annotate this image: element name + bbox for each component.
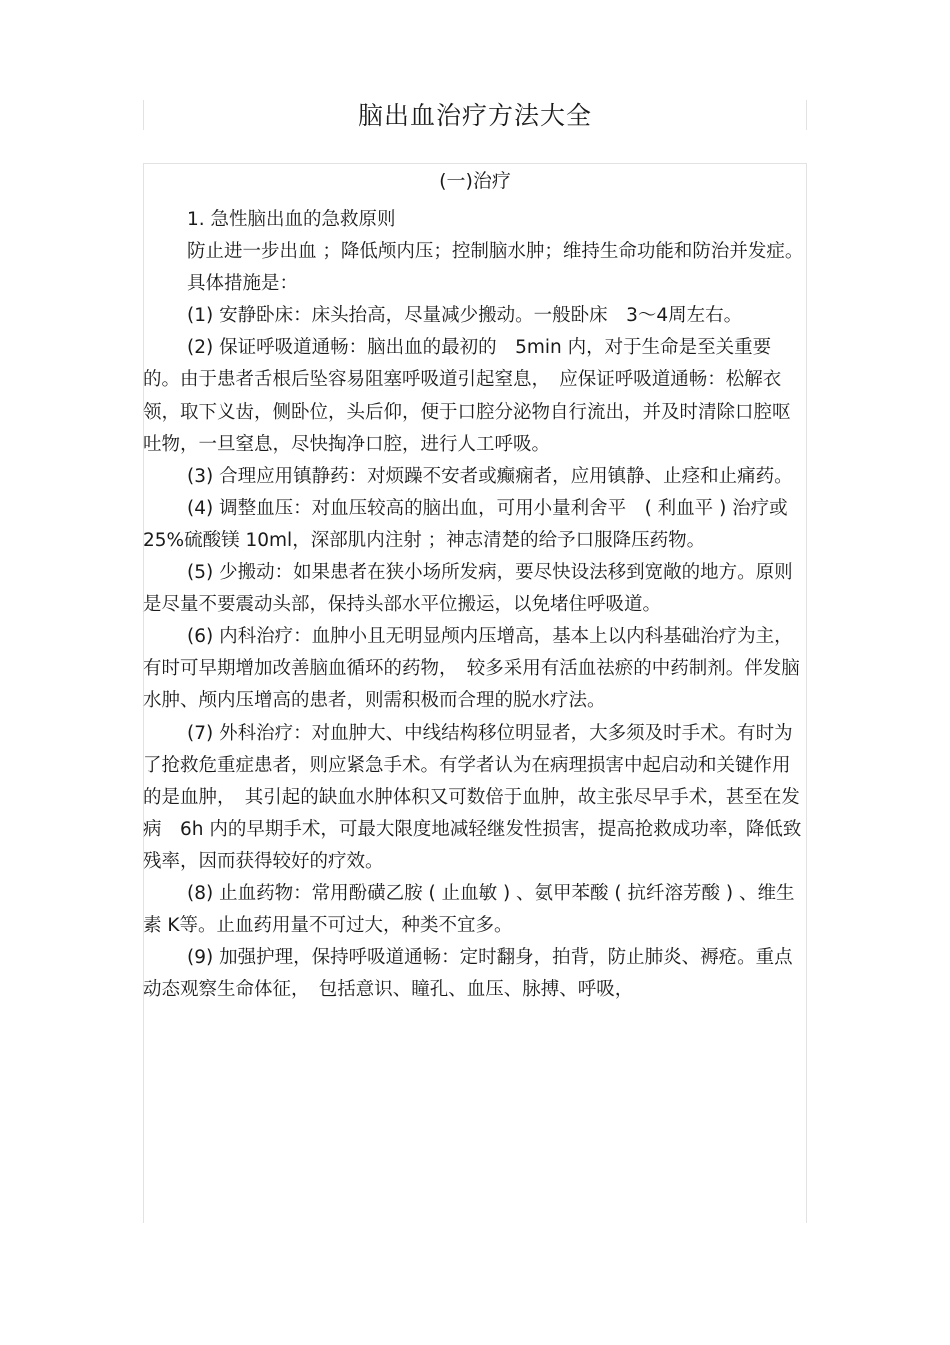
section-heading: (一)治疗 — [439, 170, 511, 192]
paragraph: (6) 内科治疗：血肿小且无明显颅内压增高，基本上以内科基础治疗为主，有时可早期增加改善脑血循环的药物， 较多采用有活血祛瘀的中药制剂。伴发脑水肿、颅内压增高的患者，则需积极而合理的脱水疗法。 — [143, 626, 800, 712]
paragraph: 1. 急性脑出血的急救原则 — [187, 209, 396, 230]
paragraph: (2) 保证呼吸道通畅：脑出血的最初的 5min 内，对于生命是至关重要的。由于患者舌根后坠容易阻塞呼吸道引起窒息， 应保证呼吸道通畅：松解衣领，取下义齿，侧卧位，头后仰，便于口腔分泌物自行流出，并及时清除口腔呕吐物，一旦窒息，尽快掏净口腔，进行人工呼吸。 — [143, 337, 791, 455]
paragraph: (1) 安静卧床：床头抬高，尽量减少搬动。一般卧床 3～4周左右。 — [187, 305, 743, 327]
paragraph: 具体措施是： — [187, 273, 299, 295]
document-title: 脑出血治疗方法大全 — [357, 101, 592, 130]
paragraph: (7) 外科治疗：对血肿大、中线结构移位明显者，大多须及时手术。有时为了抢救危重症患者，则应紧急手术。有学者认为在病理损害中起启动和关键作用的是血肿， 其引起的缺血水肿体积又可数倍于血肿，故主张尽早手术，甚至在发病 6h 内的早期手术，可最大限度地减轻继发性损害，提高抢救成功率，降低致残率，因而获得较好的疗效。 — [143, 722, 802, 872]
paragraph: (5) 少搬动：如果患者在狭小场所发病，要尽快设法移到宽敞的地方。原则是尽量不要震动头部，保持头部水平位搬运，以免堵住呼吸道。 — [143, 562, 793, 616]
paragraph: (8) 止血药物：常用酚磺乙胺 ( 止血敏 ) 、氨甲苯酸 ( 抗纤溶芳酸 ) 、维生素 K等。止血药用量不可过大，种类不宜多。 — [143, 882, 795, 937]
paragraph: (3) 合理应用镇静药：对烦躁不安者或癫痫者，应用镇静、止痉和止痛药。 — [187, 465, 793, 487]
document-body — [143, 204, 807, 1006]
paragraph: (4) 调整血压：对血压较高的脑出血，可用小量利舍平 ( 利血平 ) 治疗或 25%硫酸镁 10ml，深部肌内注射 ；神志清楚的给予口服降压药物。 — [143, 497, 788, 551]
paragraph: 防止进一步出血 ；降低颅内压；控制脑水肿；维持生命功能和防治并发症。 — [187, 241, 804, 263]
frame-rule-top — [143, 163, 807, 164]
paragraph: (9) 加强护理，保持呼吸道通畅：定时翻身，拍背，防止肺炎、褥疮。重点动态观察生命体征， 包括意识、瞳孔、血压、脉搏、呼吸， — [143, 947, 793, 1001]
